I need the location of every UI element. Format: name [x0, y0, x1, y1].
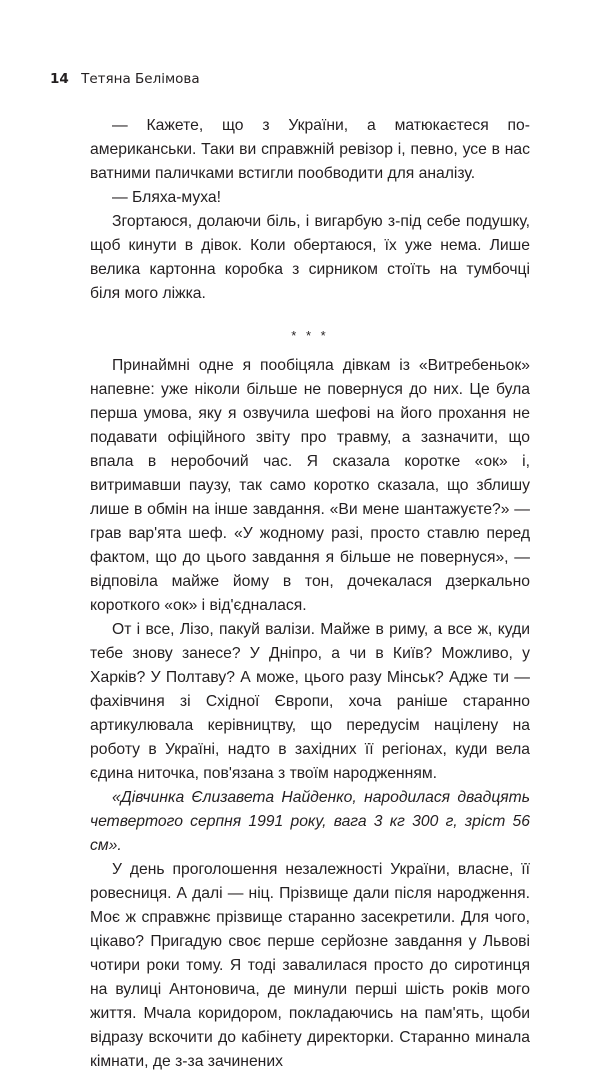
- body-text: [90, 114, 530, 1074]
- paragraph: У день проголошення незалежності України, власне, її ровесниця. А далі — ніц. Прізвище дали після народження. Моє ж справжнє прізвище старанно засекретили. Для чого, цікаво? Пригадую своє перше серйозне завдання у Львові чотири роки тому. Я тоді завалилася просто до сиротинця на вулиці Антоновича, де минули перші шість років мого життя. Мчала коридором, покладаючись на пам'ять, щоби відразу вскочити до кабінету директорки. Старанно минала кімнати, де з-за зачинених: [90, 861, 530, 1070]
- paragraph: Згортаюся, долаючи біль, і вигарбую з-під себе подушку, щоб кинути в дівок. Коли обертаюся, їх уже нема. Лише велика картонна коробка з сирником стоїть на тумбочці біля мого ліжка.: [90, 213, 530, 302]
- paragraph: — Кажете, що з України, а матюкаєтеся по-американськи. Таки ви справжній ревізор і, певно, усе в нас ватними паличками встигли пообводити для аналізу.: [90, 117, 530, 182]
- author-name: Тетяна Белімова: [81, 71, 200, 87]
- paragraph: — Бляха-муха!: [112, 189, 221, 206]
- scene-break: * * *: [291, 328, 329, 343]
- paragraph: От і все, Лізо, пакуй валізи. Майже в риму, а все ж, куди тебе знову занесе? У Дніпро, а чи в Київ? Можливо, у Харків? У Полтаву? А може, цього разу Мінськ? Адже ти — фахівчиня зі Східної Європи, хоча раніше старанно артикулювала керівництву, що передусім націлену на роботу в Україні, надто в західних її регіонах, куди вела єдина ниточка, пов'язана з твоїм народженням.: [90, 621, 530, 782]
- page-number: 14: [50, 71, 69, 87]
- running-head: [50, 69, 200, 89]
- quoted-record: «Дівчинка Єлизавета Найденко, народилася двадцять четвертого серпня 1991 року, вага 3 кг 300 г, зріст 56 см».: [90, 789, 530, 854]
- paragraph: Принаймні одне я пообіцяла дівкам із «Витребеньок» напевне: уже ніколи більше не повернуся до них. Це була перша умова, яку я озвучила шефові на його прохання не подавати офіційного звіту про травму, а зазначити, що впала в неробочий час. Я сказала коротке «ок» і, витримавши паузу, так само коротко сказала, що зблишу лише в обмін на інше завдання. «Ви мене шантажуєте?» — грав вар'ята шеф. «У жодному разі, просто ставлю перед фактом, що до цього завдання я більше не повернуся», — відповіла майже йому в тон, дочекалася дзеркально короткого «ок» і від'єдналася.: [90, 357, 530, 614]
